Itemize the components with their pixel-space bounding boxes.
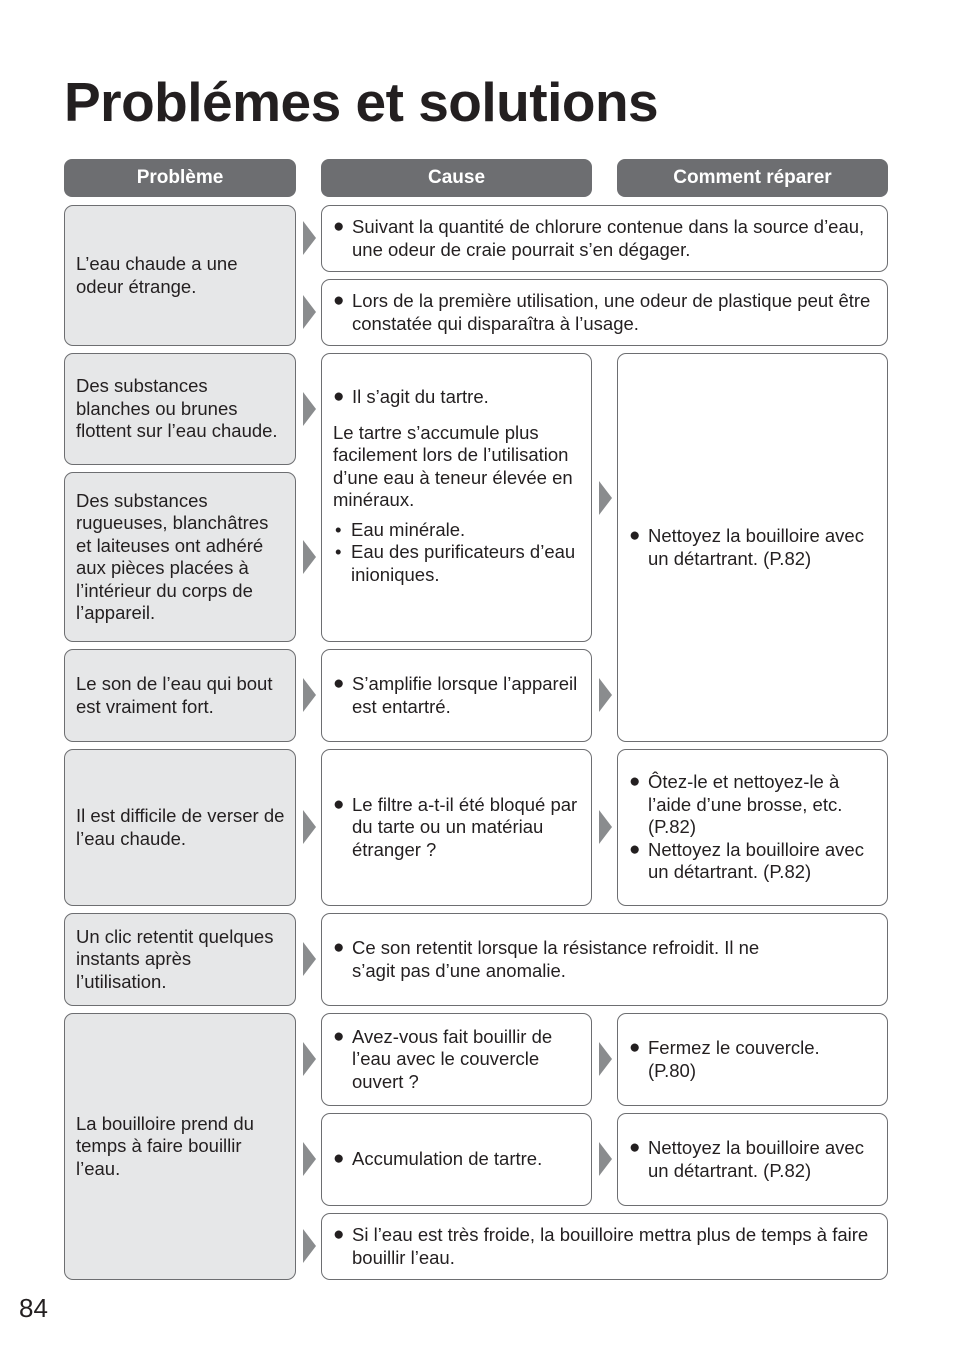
fix-filtre — [617, 749, 888, 906]
fix-text: Nettoyez la bouilloire avec un détartrant. (P.82) — [648, 525, 864, 569]
header-probleme: Problème — [64, 159, 296, 197]
cause-filtre — [321, 749, 592, 906]
bullet-icon: ● — [629, 525, 641, 546]
problem-odeur — [64, 205, 296, 346]
arrow-icon — [599, 1142, 612, 1176]
fix-text: Nettoyez la bouilloire avec un détartrant. (P.82) — [648, 838, 864, 883]
list-item: Eau des purificateurs d’eau inioniques. — [351, 541, 576, 585]
arrow-icon — [599, 1042, 612, 1076]
cause-resistance — [321, 913, 888, 1006]
cause-couvercle — [321, 1013, 592, 1106]
cause-text: Lors de la première utilisation, une odeur de plastique peut être constatée qui disparaîtra à l’usage. — [352, 290, 871, 334]
problem-verser — [64, 749, 296, 906]
fix-detartrant — [617, 353, 888, 742]
arrow-icon — [303, 295, 316, 329]
cause-accumulation — [321, 1113, 592, 1206]
bullet-icon: ● — [333, 216, 345, 237]
cause-text: Il s’agit du tartre. — [352, 386, 489, 407]
arrow-icon — [303, 1142, 316, 1176]
header-cause: Cause — [321, 159, 592, 197]
bullet-icon: ● — [333, 1025, 345, 1047]
bullet-icon: ● — [333, 793, 345, 815]
cause-text: Accumulation de tartre. — [352, 1148, 543, 1170]
bullet-icon: ● — [629, 771, 641, 793]
arrow-icon — [303, 678, 316, 712]
page-title: Problémes et solutions — [64, 71, 659, 133]
cause-text: Le filtre a-t-il été bloqué par du tarte ou un matériau étranger ? — [352, 793, 578, 860]
cause-plastique — [321, 279, 888, 346]
arrow-icon — [303, 221, 316, 255]
arrow-icon — [303, 392, 316, 426]
bullet-icon: ● — [333, 1148, 345, 1170]
cause-eau-froide — [321, 1213, 888, 1280]
page-number: 84 — [19, 1293, 48, 1323]
arrow-icon — [599, 481, 612, 515]
problem-text: Un clic retentit quelques instants après l’utilisation. — [76, 925, 274, 992]
problem-clic — [64, 913, 296, 1006]
cause-text: Suivant la quantité de chlorure contenue dans la source d’eau, une odeur de craie pourrait s’en dégager. — [352, 216, 865, 260]
cause-chlorure — [321, 205, 888, 272]
problem-text: Des substances rugueuses, blanchâtres et laiteuses ont adhéré aux pièces placées à l’intérieur du corps de l’appareil. — [76, 489, 269, 623]
header-comment-reparer: Comment réparer — [617, 159, 888, 197]
arrow-icon — [303, 810, 316, 844]
problem-temps-ebullition — [64, 1013, 296, 1280]
bullet-icon: ● — [629, 838, 641, 860]
problem-text: Il est difficile de verser de l’eau chaude. — [76, 805, 285, 849]
problem-substances-flottantes — [64, 353, 296, 465]
problem-text: L’eau chaude a une odeur étrange. — [76, 253, 238, 297]
cause-text: Si l’eau est très froide, la bouilloire mettra plus de temps à faire bouillir l’eau. — [352, 1224, 869, 1268]
fix-text: Fermez le couvercle. (P.80) — [648, 1037, 820, 1081]
arrow-icon — [303, 1042, 316, 1076]
cause-text: S’amplifie lorsque l’appareil est entartré. — [352, 673, 578, 717]
fix-detartrant-2 — [617, 1113, 888, 1206]
bullet-icon: ● — [333, 290, 345, 311]
bullet-icon: ● — [333, 1224, 345, 1245]
arrow-icon — [599, 678, 612, 712]
bullet-icon: ● — [333, 937, 345, 958]
arrow-icon — [303, 540, 316, 574]
bullet-icon: ● — [333, 386, 345, 407]
cause-text: Avez-vous fait bouillir de l’eau avec le couvercle ouvert ? — [352, 1025, 553, 1092]
problem-text: La bouilloire prend du temps à faire bouillir l’eau. — [76, 1112, 254, 1179]
bullet-icon: ● — [629, 1037, 641, 1058]
problem-text: Des substances blanches ou brunes flottent sur l’eau chaude. — [76, 375, 278, 442]
cause-text: Ce son retentit lorsque la résistance refroidit. Il ne s’agit pas d’une anomalie. — [352, 937, 760, 981]
problem-substances-adherees — [64, 472, 296, 642]
cause-tartre: ● Il s’agit du tartre. Le tartre s’accumule plus facilement lors de l’utilisation d’une eau à teneur élevée en minéraux. • Eau minérale. • Eau des purificateurs d’eau inioniques. — [321, 353, 592, 642]
bullet-icon: ● — [629, 1137, 641, 1158]
problem-text: Le son de l’eau qui bout est vraiment fort. — [76, 673, 273, 717]
tartre-note: Le tartre s’accumule plus facilement lors de l’utilisation d’une eau à teneur élevée en minéraux. — [333, 421, 573, 510]
fix-text: Nettoyez la bouilloire avec un détartrant. (P.82) — [648, 1137, 864, 1181]
list-item: Eau minérale. — [351, 518, 466, 540]
arrow-icon — [599, 810, 612, 844]
problem-son-fort — [64, 649, 296, 742]
fix-couvercle — [617, 1013, 888, 1106]
arrow-icon — [303, 942, 316, 976]
fix-text: Ôtez-le et nettoyez-le à l’aide d’une brosse, etc. (P.82) — [648, 771, 843, 838]
arrow-icon — [303, 1229, 316, 1263]
cause-entartre — [321, 649, 592, 742]
bullet-icon: ● — [333, 673, 345, 694]
